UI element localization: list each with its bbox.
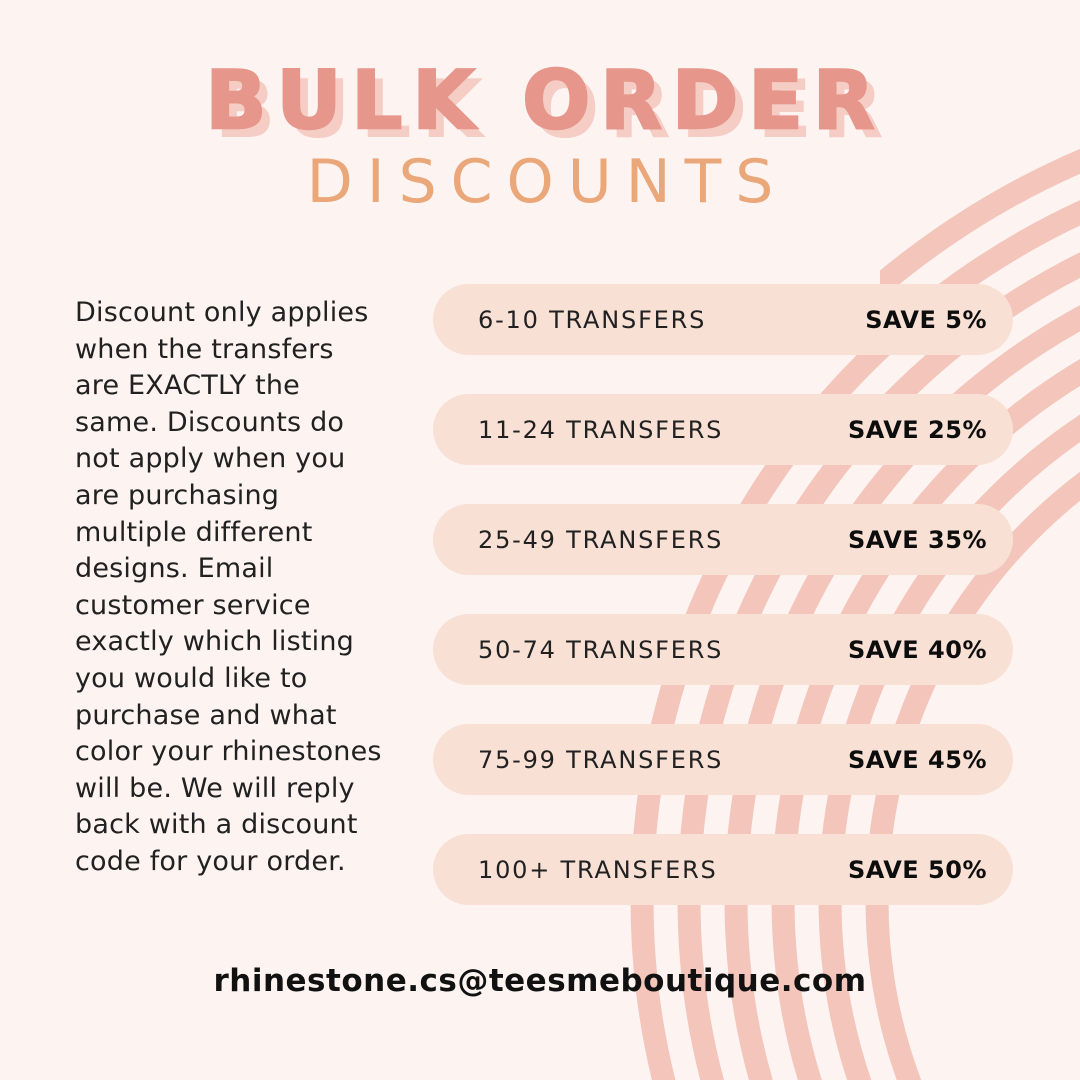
tier-save-label: SAVE 5% — [865, 305, 987, 334]
tier-save-label: SAVE 40% — [848, 635, 987, 664]
description-line: multiple different — [75, 516, 313, 548]
tier-save-label: SAVE 45% — [848, 745, 987, 774]
description-line: exactly which listing — [75, 626, 354, 658]
tier-range-label: 50-74 TRANSFERS — [478, 635, 724, 664]
discount-tier-row — [433, 394, 1013, 465]
description-line: Discount only applies — [75, 297, 369, 328]
contact-email: rhinestone.cs@teesmeboutique.com — [213, 963, 867, 999]
page-subtitle: DISCOUNTS — [306, 147, 788, 217]
description-text — [75, 295, 415, 881]
tier-range-label: 100+ TRANSFERS — [478, 855, 718, 884]
tier-range-label: 6-10 TRANSFERS — [478, 305, 707, 334]
discount-tier-row — [433, 834, 1013, 905]
tier-save-label: SAVE 35% — [848, 525, 987, 554]
description-line: are purchasing — [75, 479, 280, 511]
tier-save-label: SAVE 25% — [848, 415, 987, 444]
description-line: back with a discount — [75, 809, 358, 841]
tier-range-label: 75-99 TRANSFERS — [478, 745, 724, 774]
description-line: designs. Email — [75, 553, 274, 585]
tier-range-label: 25-49 TRANSFERS — [478, 525, 724, 554]
discount-tier-row — [433, 504, 1013, 575]
discount-tier-row — [433, 724, 1013, 795]
discount-tier-row — [433, 284, 1013, 355]
tier-range-label: 11-24 TRANSFERS — [478, 415, 724, 444]
description-line: purchase and what — [75, 699, 337, 731]
description-line: when the transfers — [75, 333, 334, 365]
tier-save-label: SAVE 50% — [848, 855, 987, 884]
description-line: will be. We will reply — [75, 772, 355, 804]
description-line: are EXACTLY the — [75, 370, 300, 402]
description-line: customer service — [75, 589, 311, 621]
page-title: BULK ORDER — [205, 54, 885, 147]
discount-tier-list — [433, 284, 1013, 944]
description-line: code for your order. — [75, 845, 346, 877]
description-line: same. Discounts do — [75, 406, 345, 438]
discount-tier-row — [433, 614, 1013, 685]
description-line: you would like to — [75, 662, 308, 694]
description-line: color your rhinestones — [75, 736, 382, 768]
description-line: not apply when you — [75, 443, 346, 475]
